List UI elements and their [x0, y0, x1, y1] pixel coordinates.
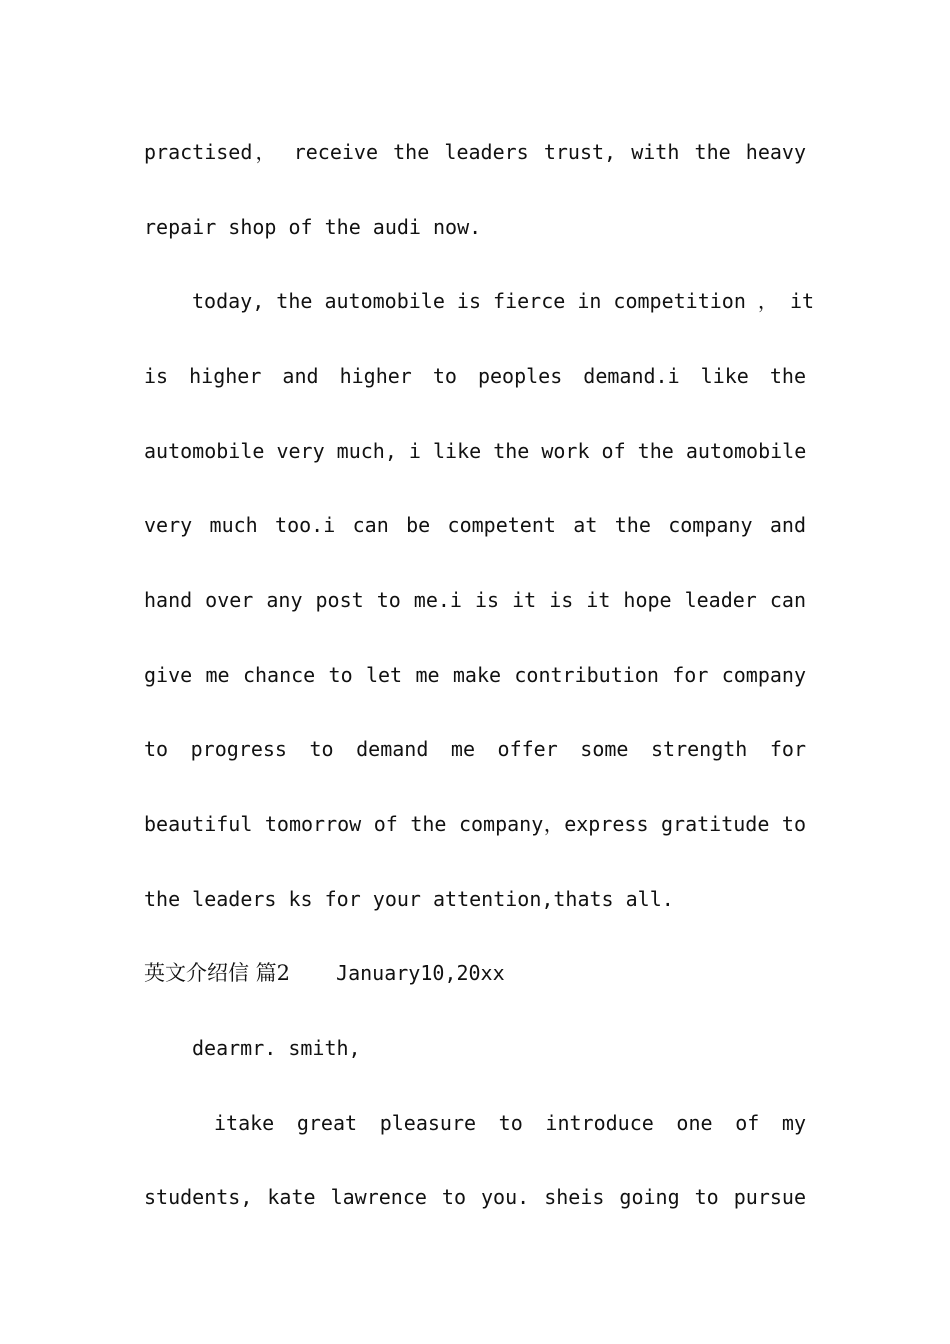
body-text-line: repair shop of the audi now. [144, 215, 482, 239]
letter-date: January10,20xx [336, 961, 505, 985]
body-text-line: students, kate lawrence to you. sheis going to pursue [144, 1185, 806, 1209]
body-text-line: beautiful tomorrow of the company，express gratitude to [144, 812, 806, 836]
body-text-line: very much too.i can be competent at the company and [144, 513, 806, 537]
body-text-line: hand over any post to me.i is it is it hope leader can [144, 588, 806, 612]
section-title: 英文介绍信 篇2 [144, 961, 291, 985]
body-text-line: practised， receive the leaders trust, with the heavy [144, 140, 806, 164]
body-text-line: to progress to demand me offer some strength for [144, 737, 806, 761]
paragraph-first-line: itake great pleasure to introduce one of my [214, 1111, 806, 1135]
body-text-line: the leaders ks for your attention,thats all. [144, 887, 674, 911]
paragraph-first-line: today, the automobile is fierce in competition ， it [192, 289, 815, 313]
section-heading [144, 959, 505, 987]
body-text-line: is higher and higher to peoples demand.i like the [144, 364, 806, 388]
body-text-line: automobile very much, i like the work of the automobile [144, 439, 807, 463]
salutation: dearmr. smith, [192, 1036, 361, 1060]
body-text-line: give me chance to let me make contribution for company [144, 663, 806, 687]
